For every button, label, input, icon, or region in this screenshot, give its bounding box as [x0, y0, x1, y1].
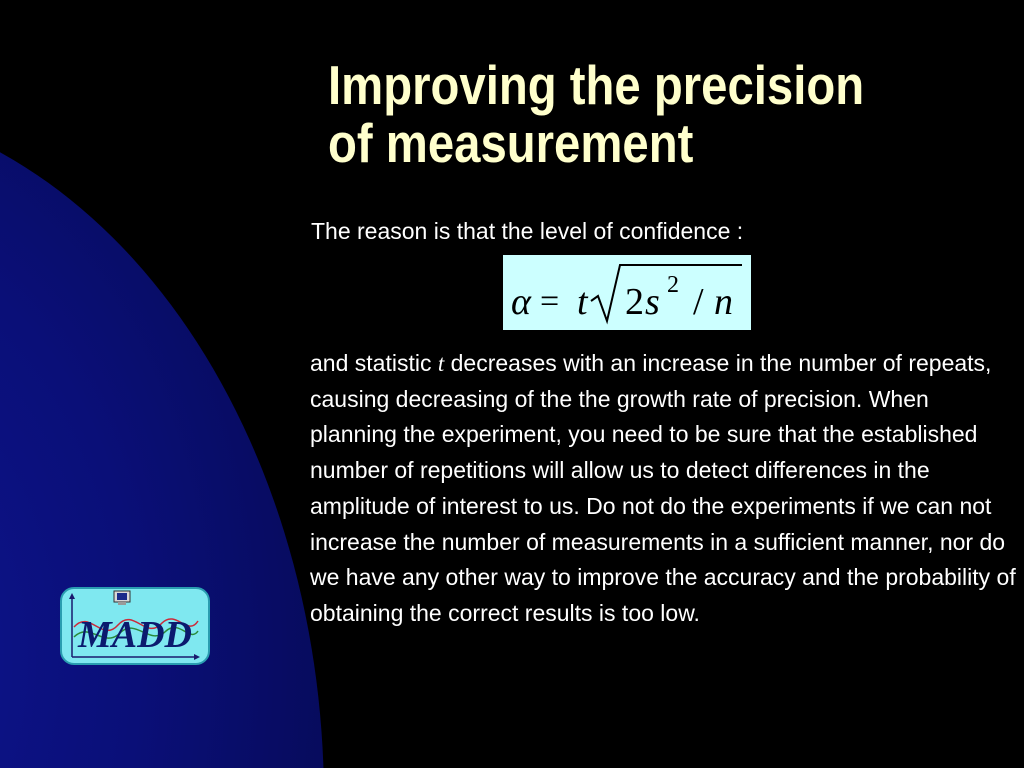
body-text-rest: decreases with an increase in the number of repeats, causing decreasing of the the growth rate of precision. When planning the experiment, you need to be sure that the established number of repetitions will allow us to detect differences in the amplitude of interest to us. Do not do the experiments if we can not increase the number of measurements in a sufficient manner, nor do we have any other way to improve the accuracy and the probability of obtaining the correct results is too low. [310, 350, 1016, 626]
computer-graph-icon [60, 587, 210, 665]
background-blue-shape [0, 100, 324, 768]
formula-two: 2 [625, 281, 644, 323]
body-variable-t: t [437, 351, 445, 376]
formula-equals: = [540, 283, 560, 320]
formula-n: n [714, 281, 733, 323]
formula-alpha: α [511, 281, 531, 323]
formula-exponent: 2 [667, 272, 679, 298]
formula-box [503, 255, 751, 330]
confidence-formula [503, 255, 751, 330]
slide-title [328, 56, 913, 172]
formula-slash: / [693, 281, 704, 323]
madd-logo [60, 587, 210, 665]
title-line-2: of measurement [328, 112, 694, 174]
title-line-1: Improving the precision [328, 54, 865, 116]
formula-s: s [645, 281, 660, 323]
intro-text: The reason is that the level of confidence : [311, 218, 744, 244]
body-text-start: and statistic [310, 350, 438, 376]
body-paragraph [310, 346, 1016, 632]
logo-text: MADD [77, 614, 193, 656]
formula-t: t [577, 281, 588, 323]
